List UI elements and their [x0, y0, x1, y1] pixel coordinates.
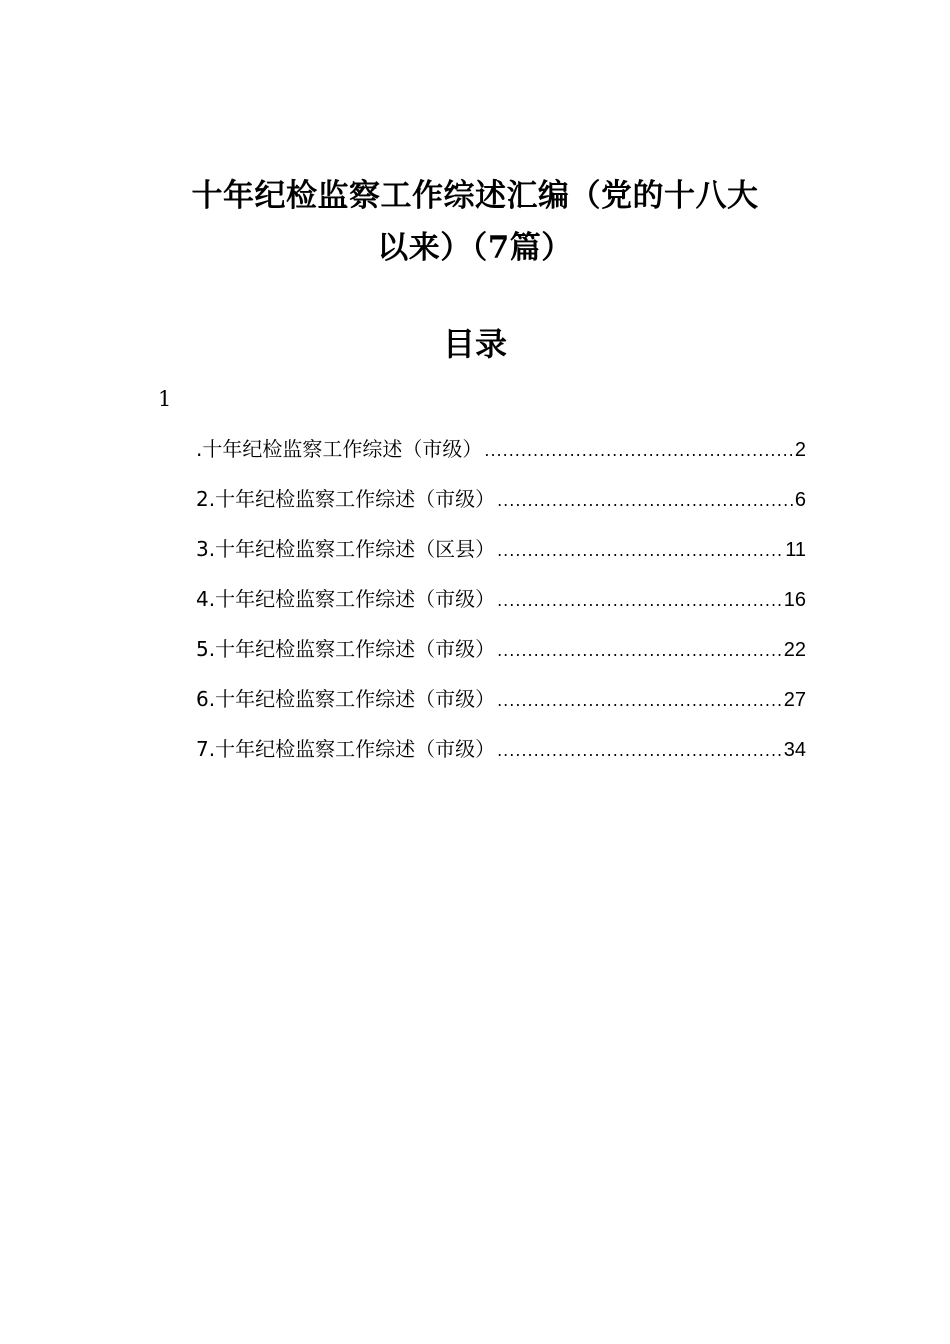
- toc-dot-leader: [497, 684, 782, 718]
- toc-entry-label: .十年纪检监察工作综述（市级）: [196, 437, 483, 461]
- toc-entry-6[interactable]: [196, 682, 806, 732]
- toc-dot-leader: [497, 484, 793, 518]
- document-title-line-1: 十年纪检监察工作综述汇编（党的十八大: [191, 178, 759, 214]
- toc-entry-2[interactable]: [196, 482, 806, 532]
- document-title-line-2: 以来）（7篇）: [377, 230, 573, 266]
- toc-page-number: 6: [794, 489, 806, 511]
- toc-entry-1[interactable]: [196, 432, 806, 482]
- toc-entry-label: 6.十年纪检监察工作综述（市级）: [196, 687, 496, 711]
- toc-dot-leader: [484, 434, 793, 468]
- document-title: [150, 170, 800, 274]
- toc-entry-5[interactable]: [196, 632, 806, 682]
- toc-entry-label: 3.十年纪检监察工作综述（区县）: [196, 537, 496, 561]
- toc-entry-4[interactable]: [196, 582, 806, 632]
- toc-entry-label: 4.十年纪检监察工作综述（市级）: [196, 587, 496, 611]
- toc-entry-7[interactable]: [196, 732, 806, 782]
- toc-entry-label: 7.十年纪检监察工作综述（市级）: [196, 737, 496, 761]
- toc-dot-leader: [497, 634, 782, 668]
- toc-page-number: 34: [783, 739, 806, 761]
- table-of-contents: [196, 432, 806, 782]
- toc-page-number: 11: [785, 539, 806, 561]
- toc-entry-label: 2.十年纪检监察工作综述（市级）: [196, 487, 496, 511]
- toc-dot-leader: [497, 584, 782, 618]
- toc-heading: 目录: [442, 325, 507, 363]
- toc-dot-leader: [497, 734, 782, 768]
- toc-page-number: 27: [783, 689, 806, 711]
- toc-page-number: 16: [783, 589, 806, 611]
- stray-list-number: 1: [158, 387, 172, 411]
- toc-dot-leader: [497, 534, 783, 568]
- toc-entry-3[interactable]: [196, 532, 806, 582]
- toc-page-number: 2: [794, 439, 806, 461]
- toc-entry-label: 5.十年纪检监察工作综述（市级）: [196, 637, 496, 661]
- toc-page-number: 22: [783, 639, 806, 661]
